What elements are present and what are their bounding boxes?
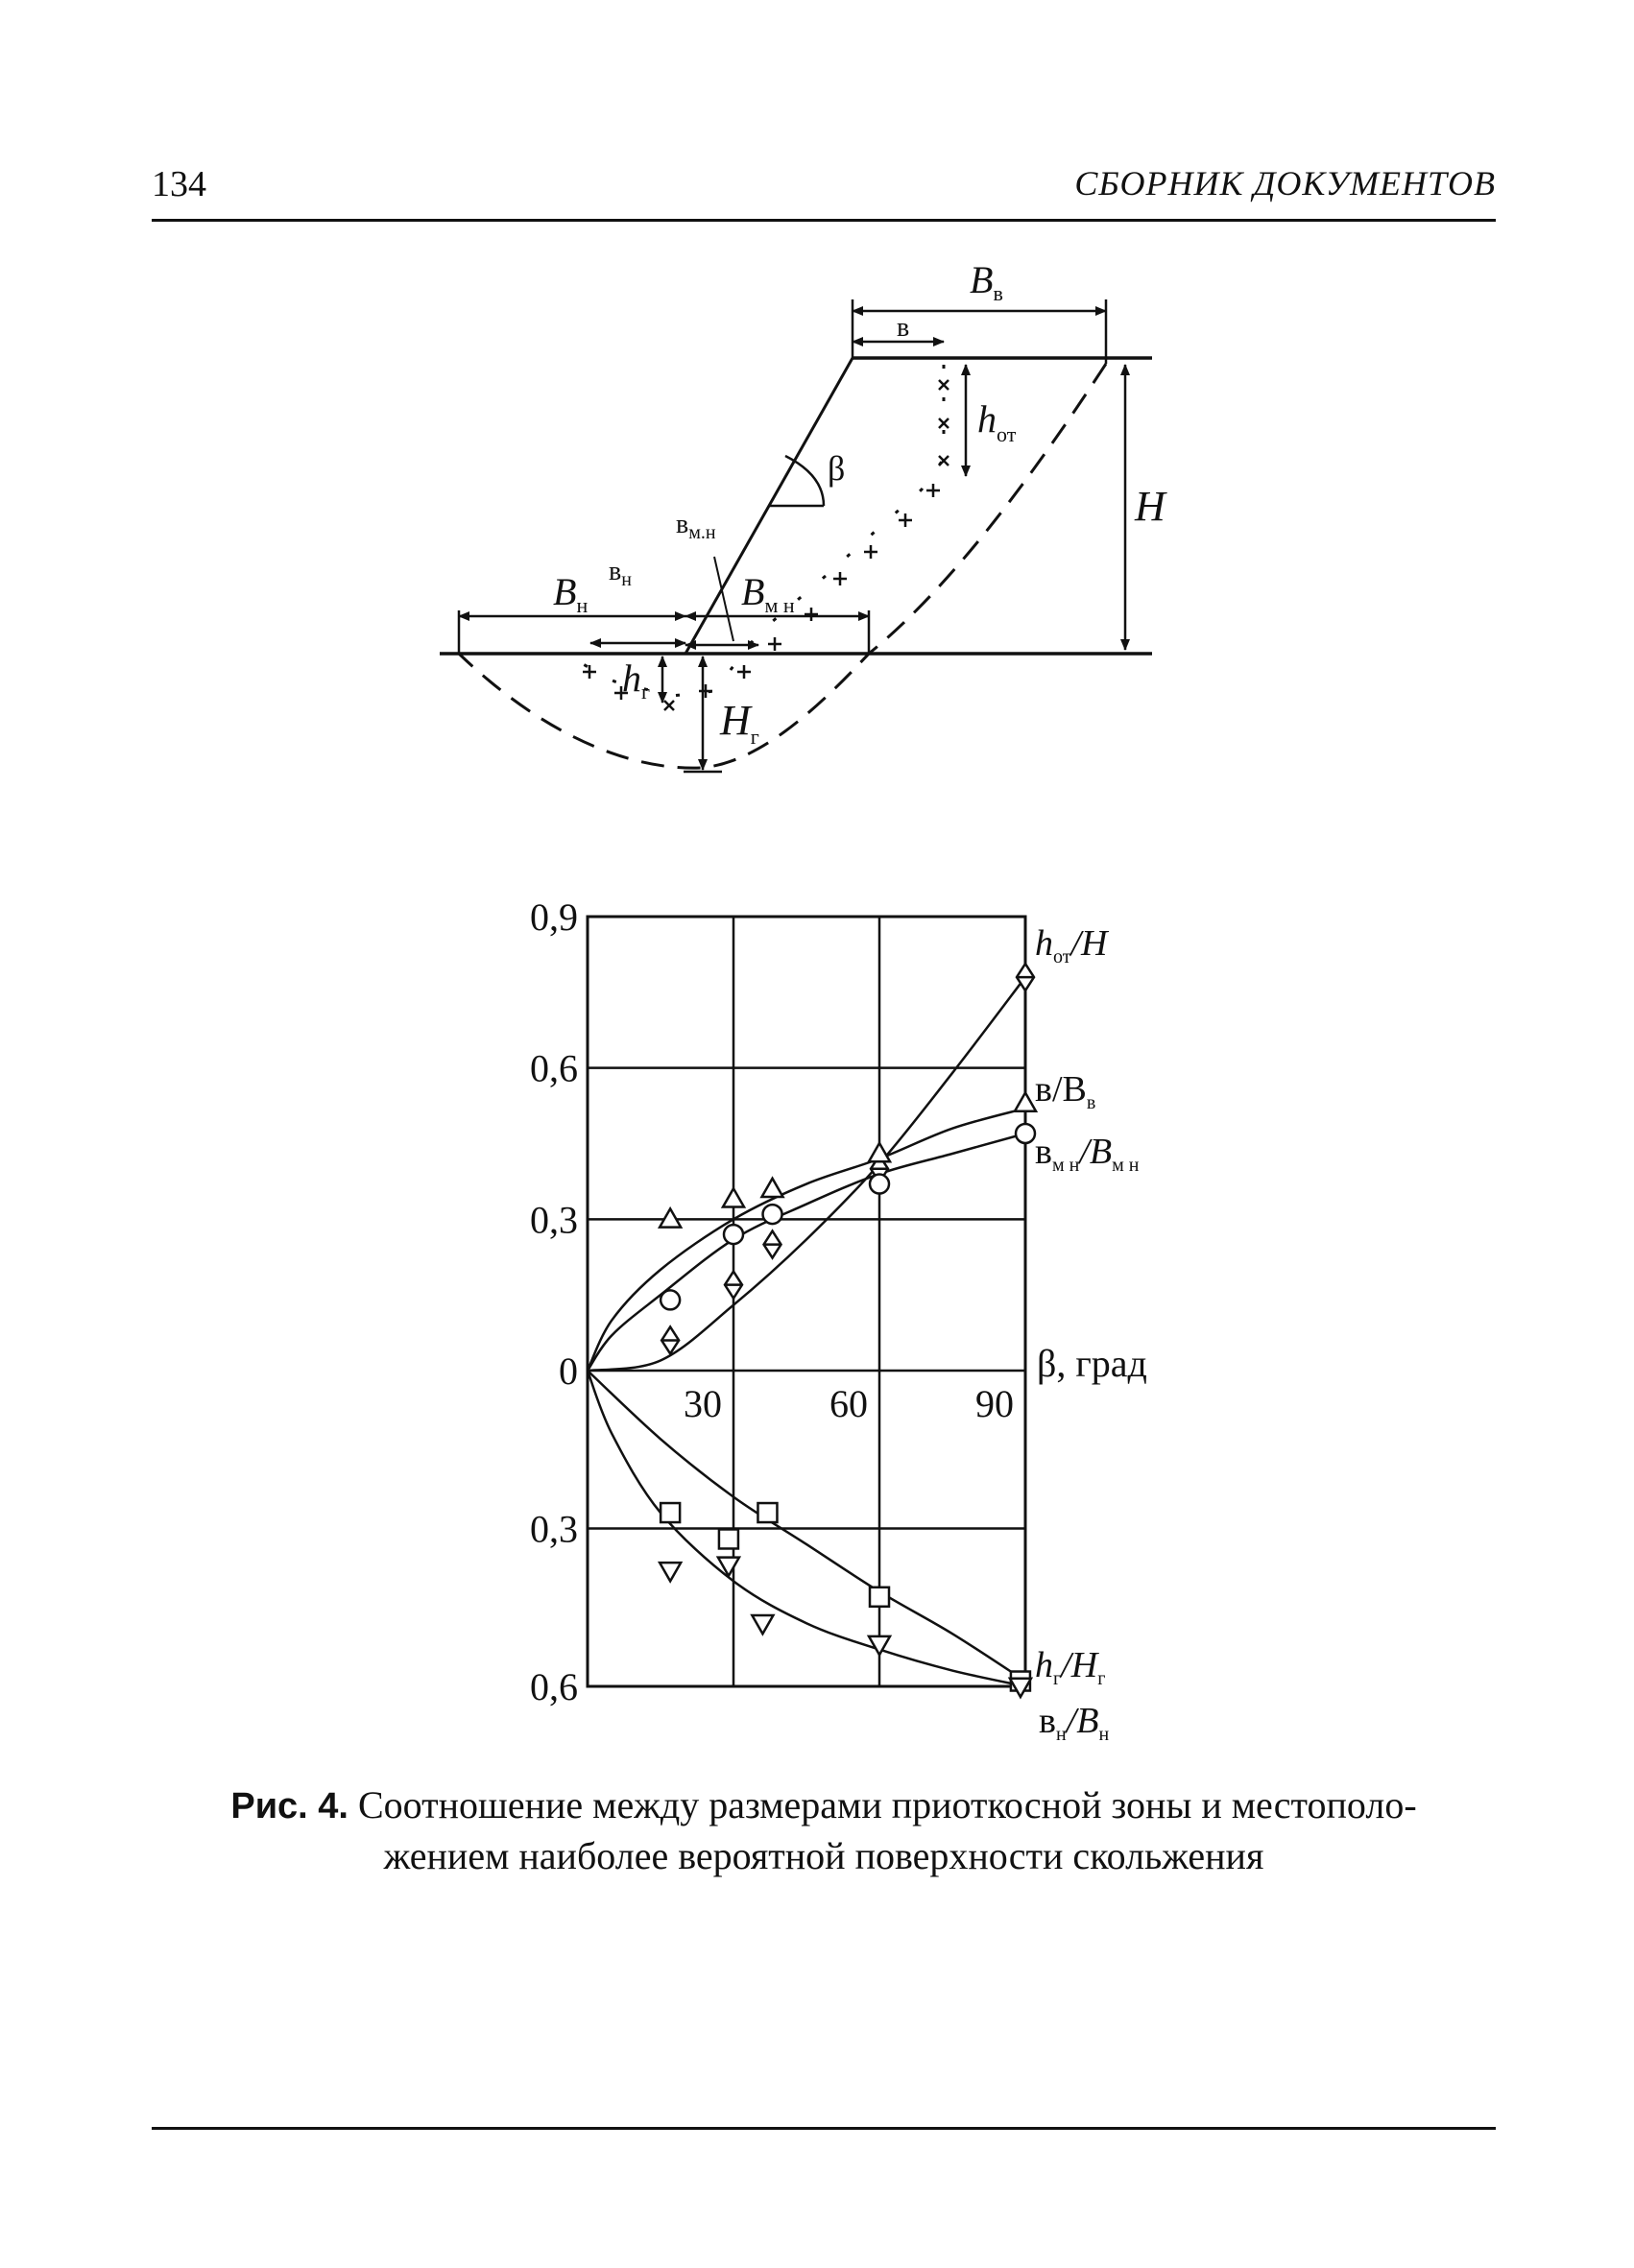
square-marker — [870, 1588, 889, 1607]
diamond-marker — [725, 1272, 742, 1299]
label-beta: β — [828, 449, 846, 488]
y-tick-label: 0,9 — [530, 895, 578, 939]
series-curve — [588, 977, 1025, 1371]
triangle-up-marker — [762, 1179, 783, 1197]
angle-arc — [785, 456, 824, 506]
caption-line-2: жением наиболее вероятной поверхности скольжения — [383, 1834, 1264, 1877]
plus-marker — [583, 665, 596, 679]
label-B_n: $B_н$ — [553, 570, 589, 617]
running-title: СБОРНИК ДОКУМЕНТОВ — [1074, 164, 1496, 203]
slip-surface-inner — [576, 365, 944, 696]
square-marker — [757, 1503, 777, 1522]
plus-marker — [833, 572, 847, 585]
label-h_g: $h_г$ — [622, 657, 651, 704]
figure-caption — [152, 1780, 1496, 1881]
cross-marker — [664, 701, 674, 710]
plus-marker — [768, 637, 781, 651]
bottom-rule — [152, 2127, 1496, 2130]
caption-label: Рис. 4. — [230, 1786, 348, 1826]
circle-marker — [1016, 1124, 1035, 1143]
caption-line-1: Соотношение между размерами приоткосной зоны и местополо- — [358, 1783, 1417, 1826]
square-marker — [719, 1529, 738, 1548]
series-label: $в_н/B_н$ — [1039, 1701, 1110, 1745]
y-tick-label: 0,6 — [530, 1665, 578, 1708]
label-v_n: $в_н$ — [609, 557, 632, 590]
label-H_g: $H_г$ — [720, 697, 759, 749]
circle-marker — [763, 1205, 782, 1224]
plus-marker — [699, 684, 712, 698]
x-tick-label: 60 — [829, 1382, 868, 1425]
triangle-up-marker — [1015, 1092, 1036, 1110]
label-B_v: $B_в$ — [970, 258, 1003, 305]
diamond-marker — [661, 1326, 679, 1353]
triangle-up-marker — [660, 1208, 681, 1227]
triangle-down-marker — [718, 1558, 739, 1576]
chart-curves — [588, 977, 1025, 1686]
circle-marker — [870, 1175, 889, 1194]
x-axis-label: β, град — [1037, 1342, 1147, 1385]
plus-marker — [899, 513, 912, 527]
square-marker — [661, 1503, 680, 1522]
x-tick-label: 90 — [975, 1382, 1014, 1425]
y-tick-label: 0,6 — [530, 1046, 578, 1090]
chart-series-labels — [1035, 923, 1140, 1745]
label-v_mn: $в_{м.н}$ — [676, 510, 716, 543]
x-tick-label: 30 — [684, 1382, 722, 1425]
series-label: $h_г/H_г$ — [1035, 1645, 1106, 1689]
series-curve — [588, 1371, 1025, 1682]
label-v: в — [897, 313, 910, 343]
series-curve — [588, 1134, 1025, 1371]
chart-ticks — [530, 895, 1014, 1708]
triangle-up-marker — [723, 1188, 744, 1206]
slope-diagram — [440, 299, 1152, 772]
plus-marker — [737, 665, 751, 679]
cross-marker — [939, 418, 949, 428]
triangle-up-marker — [869, 1143, 890, 1161]
diagram-labels — [553, 258, 1167, 749]
triangle-down-marker — [660, 1563, 681, 1581]
series-label: $в_{м н}/B_{м н}$ — [1035, 1132, 1140, 1176]
diamond-marker — [764, 1231, 781, 1258]
y-tick-label: 0,3 — [530, 1507, 578, 1551]
series-label: $в/B_в$ — [1035, 1069, 1096, 1113]
y-tick-label: 0,3 — [530, 1198, 578, 1242]
plus-marker — [864, 545, 877, 559]
y-tick-label: 0 — [559, 1349, 578, 1393]
circle-marker — [724, 1225, 743, 1244]
cross-marker — [939, 380, 949, 390]
label-B_mn: $B_{м н}$ — [741, 570, 795, 617]
triangle-down-marker — [752, 1615, 773, 1634]
plus-marker — [926, 484, 940, 497]
cross-marker — [939, 456, 949, 466]
page-number: 134 — [152, 164, 206, 204]
series-label: $h_{от}/H$ — [1035, 923, 1108, 967]
plus-marker — [805, 608, 818, 621]
chart-markers — [660, 964, 1036, 1697]
label-h_ot: $h_{от}$ — [977, 397, 1017, 446]
circle-marker — [661, 1290, 680, 1309]
chart — [530, 895, 1147, 1745]
label-H: H — [1135, 483, 1165, 530]
